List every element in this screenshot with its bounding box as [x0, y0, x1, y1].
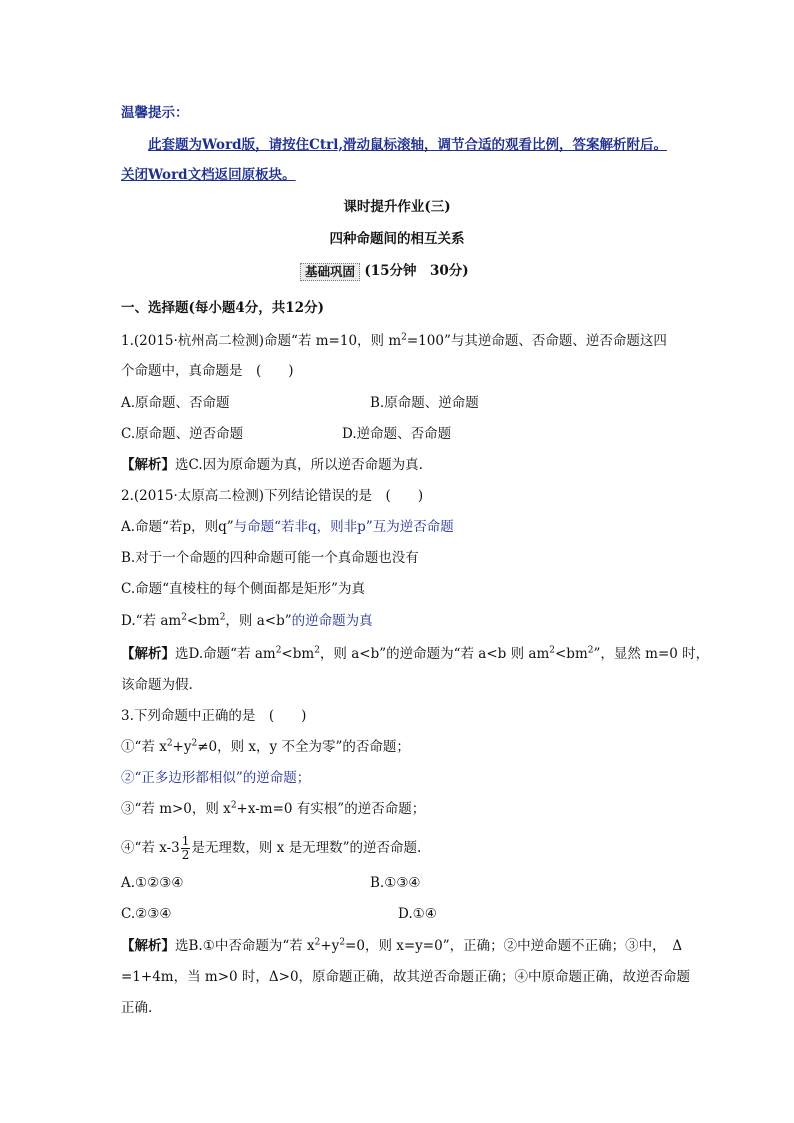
q3-option-c: C.②③④ [121, 906, 172, 922]
tip-line-2: 关闭Word文档返回原板块。 [121, 167, 296, 183]
superscript: 2 [549, 645, 555, 656]
q3-answer-part2: +y [320, 938, 340, 954]
q1-stem-a: 1.(2015·杭州高二检测)命题“若 m=10，则 m [121, 333, 402, 349]
answer-label: 【解析】 [121, 646, 175, 662]
answer-label: 【解析】 [121, 457, 175, 473]
superscript: 2 [166, 738, 173, 749]
q2-stem: 2.(2015·太原高二检测)下列结论错误的是 ( ) [121, 488, 424, 504]
page-subtitle: 四种命题间的相互关系 [329, 231, 465, 247]
section-badge: 基础巩固 [300, 263, 360, 281]
q3-item-3-part1: ③“若 m>0，则 x [121, 801, 231, 817]
tip-heading: 温馨提示： [121, 105, 189, 121]
q1-stem-b: =100”与其逆命题、否命题、逆否命题这四 [406, 333, 667, 349]
fraction-denominator: 2 [181, 848, 190, 862]
q2-answer-part3: ，则 a<b”的逆命题为“若 a<b 则 am [319, 646, 550, 662]
q2-option-b: B.对于一个命题的四种命题可能一个真命题也没有 [121, 550, 419, 566]
q1-stem-line2: 个命题中，真命题是 ( ) [121, 363, 294, 379]
q2-answer-part1: 选D.命题“若 am [175, 646, 276, 662]
superscript: 2 [401, 332, 407, 343]
q2-option-d-part2: <bm [186, 613, 220, 629]
q3-option-b: B.①③④ [370, 875, 421, 891]
q2-answer [121, 645, 709, 663]
q2-option-d-part3: ，则 a<b” [225, 613, 292, 629]
q3-item-3 [121, 800, 425, 818]
q1-option-c: C.原命题、逆否命题 [121, 426, 244, 442]
q3-item-1-part2: +y [172, 739, 192, 755]
page-title: 课时提升作业(三) [343, 199, 451, 215]
q3-option-d: D.①④ [398, 906, 437, 922]
q1-stem [121, 332, 667, 350]
q3-item-4 [121, 834, 421, 862]
answer-label: 【解析】 [121, 938, 175, 954]
q2-option-a-part2: 与命题“若非q，则非p”互为逆否命题 [233, 519, 454, 535]
q3-answer-part3: =0，则 x=y=0”，正确；②中逆命题不正确；③中， Δ [345, 938, 683, 954]
q3-item-1-part1: ①“若 x [121, 739, 167, 755]
q2-answer-part4: <bm [554, 646, 588, 662]
q3-option-a: A.①②③④ [121, 875, 184, 891]
q3-stem: 3.下列命题中正确的是 ( ) [121, 708, 307, 724]
q1-option-b: B.原命题、逆命题 [370, 395, 479, 411]
superscript: 2 [191, 738, 198, 749]
q1-option-a: A.原命题、否命题 [121, 395, 230, 411]
superscript: 2 [219, 612, 226, 623]
fraction-numerator: 1 [181, 834, 190, 848]
q3-answer-line2: =1+4m，当 m>0 时，Δ>0，原命题正确，故其逆否命题正确；④中原命题正确，故逆否命题 [121, 969, 691, 985]
superscript: 2 [314, 937, 321, 948]
q2-option-d [121, 612, 373, 630]
q2-answer-line2: 该命题为假. [121, 677, 193, 693]
tip-line-1: 此套题为Word版，请按住Ctrl,滑动鼠标滚轴，调节合适的观看比例，答案解析附后。 [148, 137, 668, 153]
q2-option-d-part4: 的逆命题为真 [291, 613, 373, 629]
q2-option-a-part1: A.命题“若p，则q” [121, 519, 234, 535]
q3-answer-line3: 正确. [121, 1000, 153, 1016]
superscript: 2 [339, 937, 346, 948]
q3-item-1-part3: ≠0，则 x，y 不全为零”的否命题； [197, 739, 410, 755]
q3-answer-part1: 选B.①中否命题为“若 x [175, 938, 315, 954]
q1-answer-text: 选C.因为原命题为真，所以逆否命题为真. [175, 457, 423, 473]
q1-option-d: D.逆命题、否命题 [342, 426, 452, 442]
superscript: 2 [587, 645, 594, 656]
section-header [300, 262, 469, 281]
superscript: 2 [181, 612, 187, 623]
q3-item-4-part2: 是无理数，则 x 是无理数”的逆否命题. [191, 840, 422, 856]
q3-item-2: ②“正多边形都相似”的逆命题； [121, 770, 311, 786]
section-time: (15分钟 30分) [364, 263, 469, 279]
q3-answer [121, 937, 682, 955]
part-heading: 一、选择题(每小题4分，共12分) [121, 300, 324, 316]
q2-option-a [121, 518, 454, 536]
q3-item-4-part1: ④“若 x-3 [121, 840, 180, 856]
q3-item-3-part2: +x-m=0 有实根”的逆否命题； [236, 801, 426, 817]
fraction [181, 835, 191, 862]
q3-item-1 [121, 738, 410, 756]
superscript: 2 [275, 645, 282, 656]
superscript: 2 [230, 800, 237, 811]
q2-answer-part2: <bm [281, 646, 315, 662]
q2-option-d-part1: D.“若 am [121, 613, 182, 629]
superscript: 2 [314, 645, 320, 656]
q2-answer-part5: ”，显然 m=0 时， [593, 646, 710, 662]
q1-answer [121, 456, 423, 474]
q2-option-c: C.命题“直棱柱的每个侧面都是矩形”为真 [121, 581, 365, 597]
